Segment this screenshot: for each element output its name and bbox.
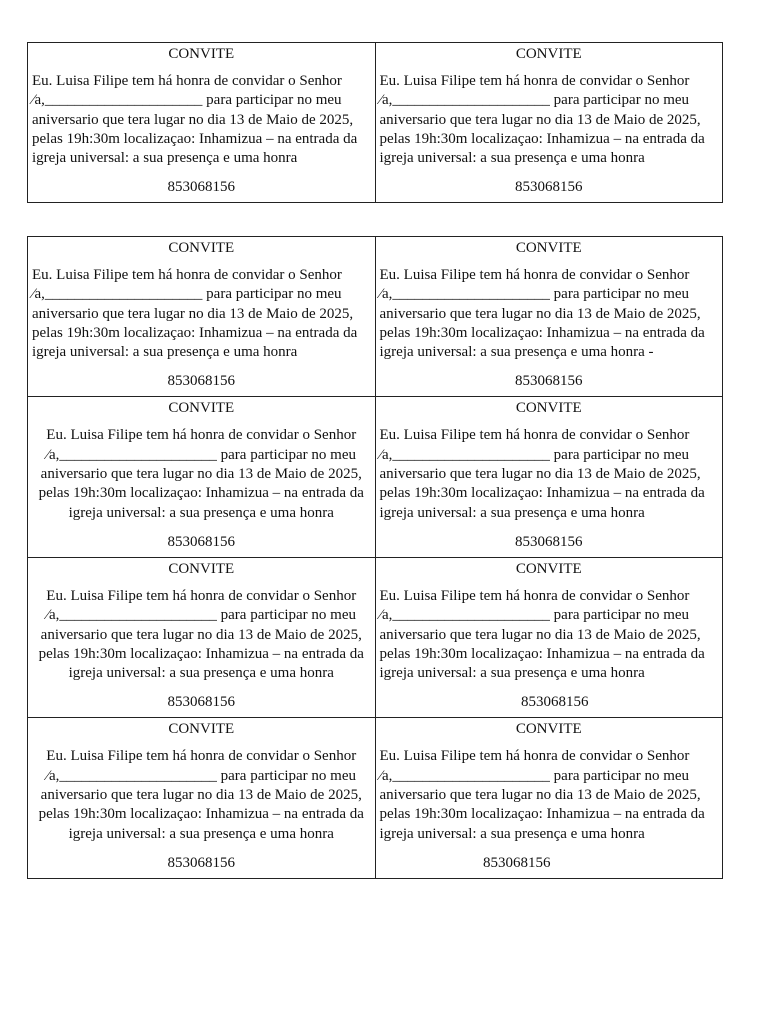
card-title: CONVITE (168, 400, 235, 417)
invitation-row (28, 557, 723, 717)
card-title: CONVITE (168, 721, 235, 738)
card-body: Eu. Luisa Filipe tem há honra de convidar o Senhor ⁄a,_____________________ para participar no meu aniversario que tera lugar no dia 13 de Maio de 2025, pelas 19h:30m localizaçao: Inhamizua – na entrada da igreja universal: a sua presença e uma honra (379, 587, 705, 682)
card-phone: 853068156 (167, 694, 235, 711)
card-phone: 853068156 (167, 854, 235, 871)
invitation-card (375, 43, 723, 203)
card-body: Eu. Luisa Filipe tem há honra de convidar o Senhor ⁄a,_____________________ para participar no meu aniversario que tera lugar no dia 13 de Maio de 2025, pelas 19h:30m localizaçao: Inhamizua – na entrada da igreja universal: a sua presença e uma honra (379, 73, 705, 167)
card-phone: 853068156 (167, 179, 235, 196)
card-title: CONVITE (515, 240, 582, 256)
card-body: Eu. Luisa Filipe tem há honra de convidar o Senhor ⁄a,_____________________ para participar no meu aniversario que tera lugar no dia 13 de Maio de 2025, pelas 19h:30m localizaçao: Inhamizua – na entrada da igreja universal: a sua presença e uma honra (32, 73, 358, 167)
card-phone: 853068156 (483, 854, 551, 871)
invitation-row (28, 237, 723, 397)
invitation-row (28, 718, 723, 878)
card-phone: 853068156 (515, 373, 583, 390)
invitation-card (28, 237, 376, 397)
invitation-card (375, 557, 723, 717)
card-body: Eu. Luisa Filipe tem há honra de convidar o Senhor ⁄a,_____________________ para participar no meu aniversario que tera lugar no dia 13 de Maio de 2025, pelas 19h:30m localizaçao: Inhamizua – na entrada da igreja universal: a sua presença e uma honra (38, 427, 364, 521)
card-body: Eu. Luisa Filipe tem há honra de convidar o Senhor ⁄a,_____________________ para participar no meu aniversario que tera lugar no dia 13 de Maio de 2025, pelas 19h:30m localizaçao: Inhamizua – na entrada da igreja universal: a sua presença e uma honra (38, 587, 364, 682)
card-phone: 853068156 (521, 694, 589, 711)
card-body: Eu. Luisa Filipe tem há honra de convidar o Senhor ⁄a,_____________________ para participar no meu aniversario que tera lugar no dia 13 de Maio de 2025, pelas 19h:30m localizaçao: Inhamizua – na entrada da igreja universal: a sua presença e uma honra - (379, 267, 705, 361)
invitation-row (28, 397, 723, 557)
card-body: Eu. Luisa Filipe tem há honra de convidar o Senhor ⁄a,_____________________ para participar no meu aniversario que tera lugar no dia 13 de Maio de 2025, pelas 19h:30m localizaçao: Inhamizua – na entrada da igreja universal: a sua presença e uma honra (32, 267, 358, 361)
card-title: CONVITE (515, 721, 582, 738)
card-body: Eu. Luisa Filipe tem há honra de convidar o Senhor ⁄a,_____________________ para participar no meu aniversario que tera lugar no dia 13 de Maio de 2025, pelas 19h:30m localizaçao: Inhamizua – na entrada da igreja universal: a sua presença e uma honra (38, 748, 364, 842)
card-title: CONVITE (168, 46, 235, 62)
invitation-card (28, 557, 376, 717)
card-title: CONVITE (515, 400, 582, 417)
invitation-card (28, 43, 376, 203)
invitation-table-top (27, 42, 723, 203)
invitation-card (375, 397, 723, 557)
invitation-row (28, 43, 723, 203)
card-phone: 853068156 (515, 179, 583, 196)
card-title: CONVITE (168, 240, 235, 256)
invitation-card (375, 237, 723, 397)
card-phone: 853068156 (515, 533, 583, 550)
invitation-card (28, 397, 376, 557)
card-body: Eu. Luisa Filipe tem há honra de convidar o Senhor ⁄a,_____________________ para participar no meu aniversario que tera lugar no dia 13 de Maio de 2025, pelas 19h:30m localizaçao: Inhamizua – na entrada da igreja universal: a sua presença e uma honra (379, 427, 705, 521)
card-title: CONVITE (515, 46, 582, 62)
card-title: CONVITE (515, 560, 582, 577)
invitation-card (28, 718, 376, 878)
invitation-card (375, 718, 723, 878)
invitation-table-main (27, 236, 723, 879)
card-title: CONVITE (168, 560, 235, 577)
card-phone: 853068156 (167, 533, 235, 550)
card-body: Eu. Luisa Filipe tem há honra de convidar o Senhor ⁄a,_____________________ para participar no meu aniversario que tera lugar no dia 13 de Maio de 2025, pelas 19h:30m localizaçao: Inhamizua – na entrada da igreja universal: a sua presença e uma honra (379, 748, 705, 842)
card-phone: 853068156 (167, 373, 235, 390)
